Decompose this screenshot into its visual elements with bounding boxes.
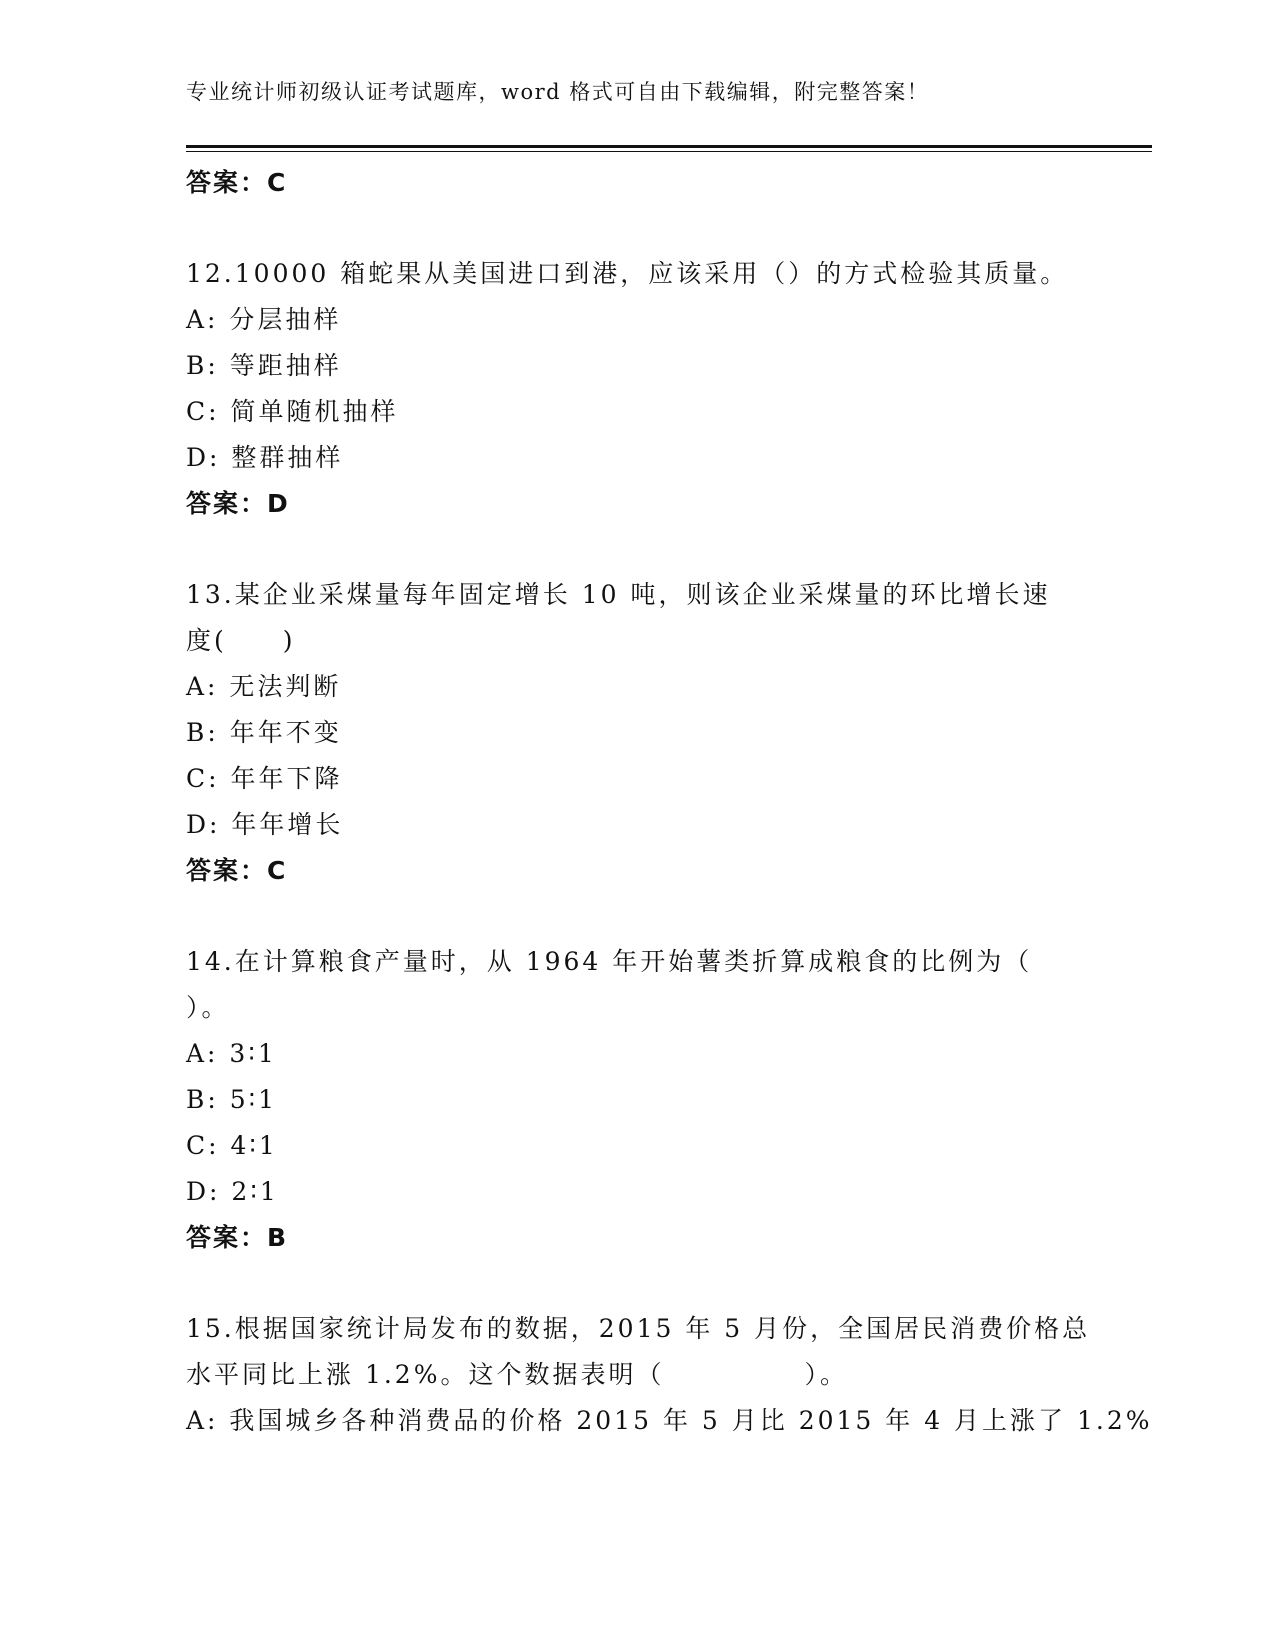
question-14: [186, 939, 1086, 1261]
page-header: 专业统计师初级认证考试题库，word 格式可自由下载编辑，附完整答案！: [186, 80, 930, 104]
question-15: [186, 1306, 1153, 1444]
option-a: A: 分层抽样: [186, 305, 342, 334]
answer: 答案：D: [186, 489, 290, 518]
option-a: A: 无法判断: [186, 672, 342, 701]
option-d: D: 年年增长: [186, 810, 344, 839]
previous-answer: 答案：C: [186, 168, 288, 197]
option-a: A: 3∶1: [186, 1039, 277, 1068]
option-c: C: 年年下降: [186, 764, 343, 793]
option-d: D: 2∶1: [186, 1177, 279, 1206]
option-b: B: 5∶1: [186, 1085, 278, 1114]
header-rule-thick: [186, 145, 1152, 148]
option-c: C: 简单随机抽样: [186, 397, 399, 426]
question-12: [186, 251, 1086, 527]
question-stem-continued: 水平同比上涨 1.2%。这个数据表明（ ）。: [186, 1360, 848, 1389]
question-stem: 14.在计算粮食产量时，从 1964 年开始薯类折算成粮食的比例为（: [186, 947, 1033, 976]
answer: 答案：C: [186, 856, 288, 885]
question-stem-continued: ）。: [186, 993, 230, 1022]
option-b: B: 等距抽样: [186, 351, 342, 380]
question-13: [186, 572, 1086, 894]
option-c: C: 4∶1: [186, 1131, 278, 1160]
answer: 答案：B: [186, 1223, 289, 1252]
question-list: [186, 160, 1153, 1444]
option-d: D: 整群抽样: [186, 443, 344, 472]
option-a: A: 我国城乡各种消费品的价格 2015 年 5 月比 2015 年 4 月上涨了 1.2%: [186, 1406, 1153, 1435]
question-stem: 13.某企业采煤量每年固定增长 10 吨，则该企业采煤量的环比增长速: [186, 580, 1051, 609]
question-stem-continued: 度( ): [186, 626, 296, 655]
question-stem: 15.根据国家统计局发布的数据，2015 年 5 月份，全国居民消费价格总: [186, 1314, 1091, 1343]
question-stem: 12.10000 箱蛇果从美国进口到港，应该采用（）的方式检验其质量。: [186, 259, 1069, 288]
option-b: B: 年年不变: [186, 718, 342, 747]
header-rule-thin: [186, 151, 1152, 152]
